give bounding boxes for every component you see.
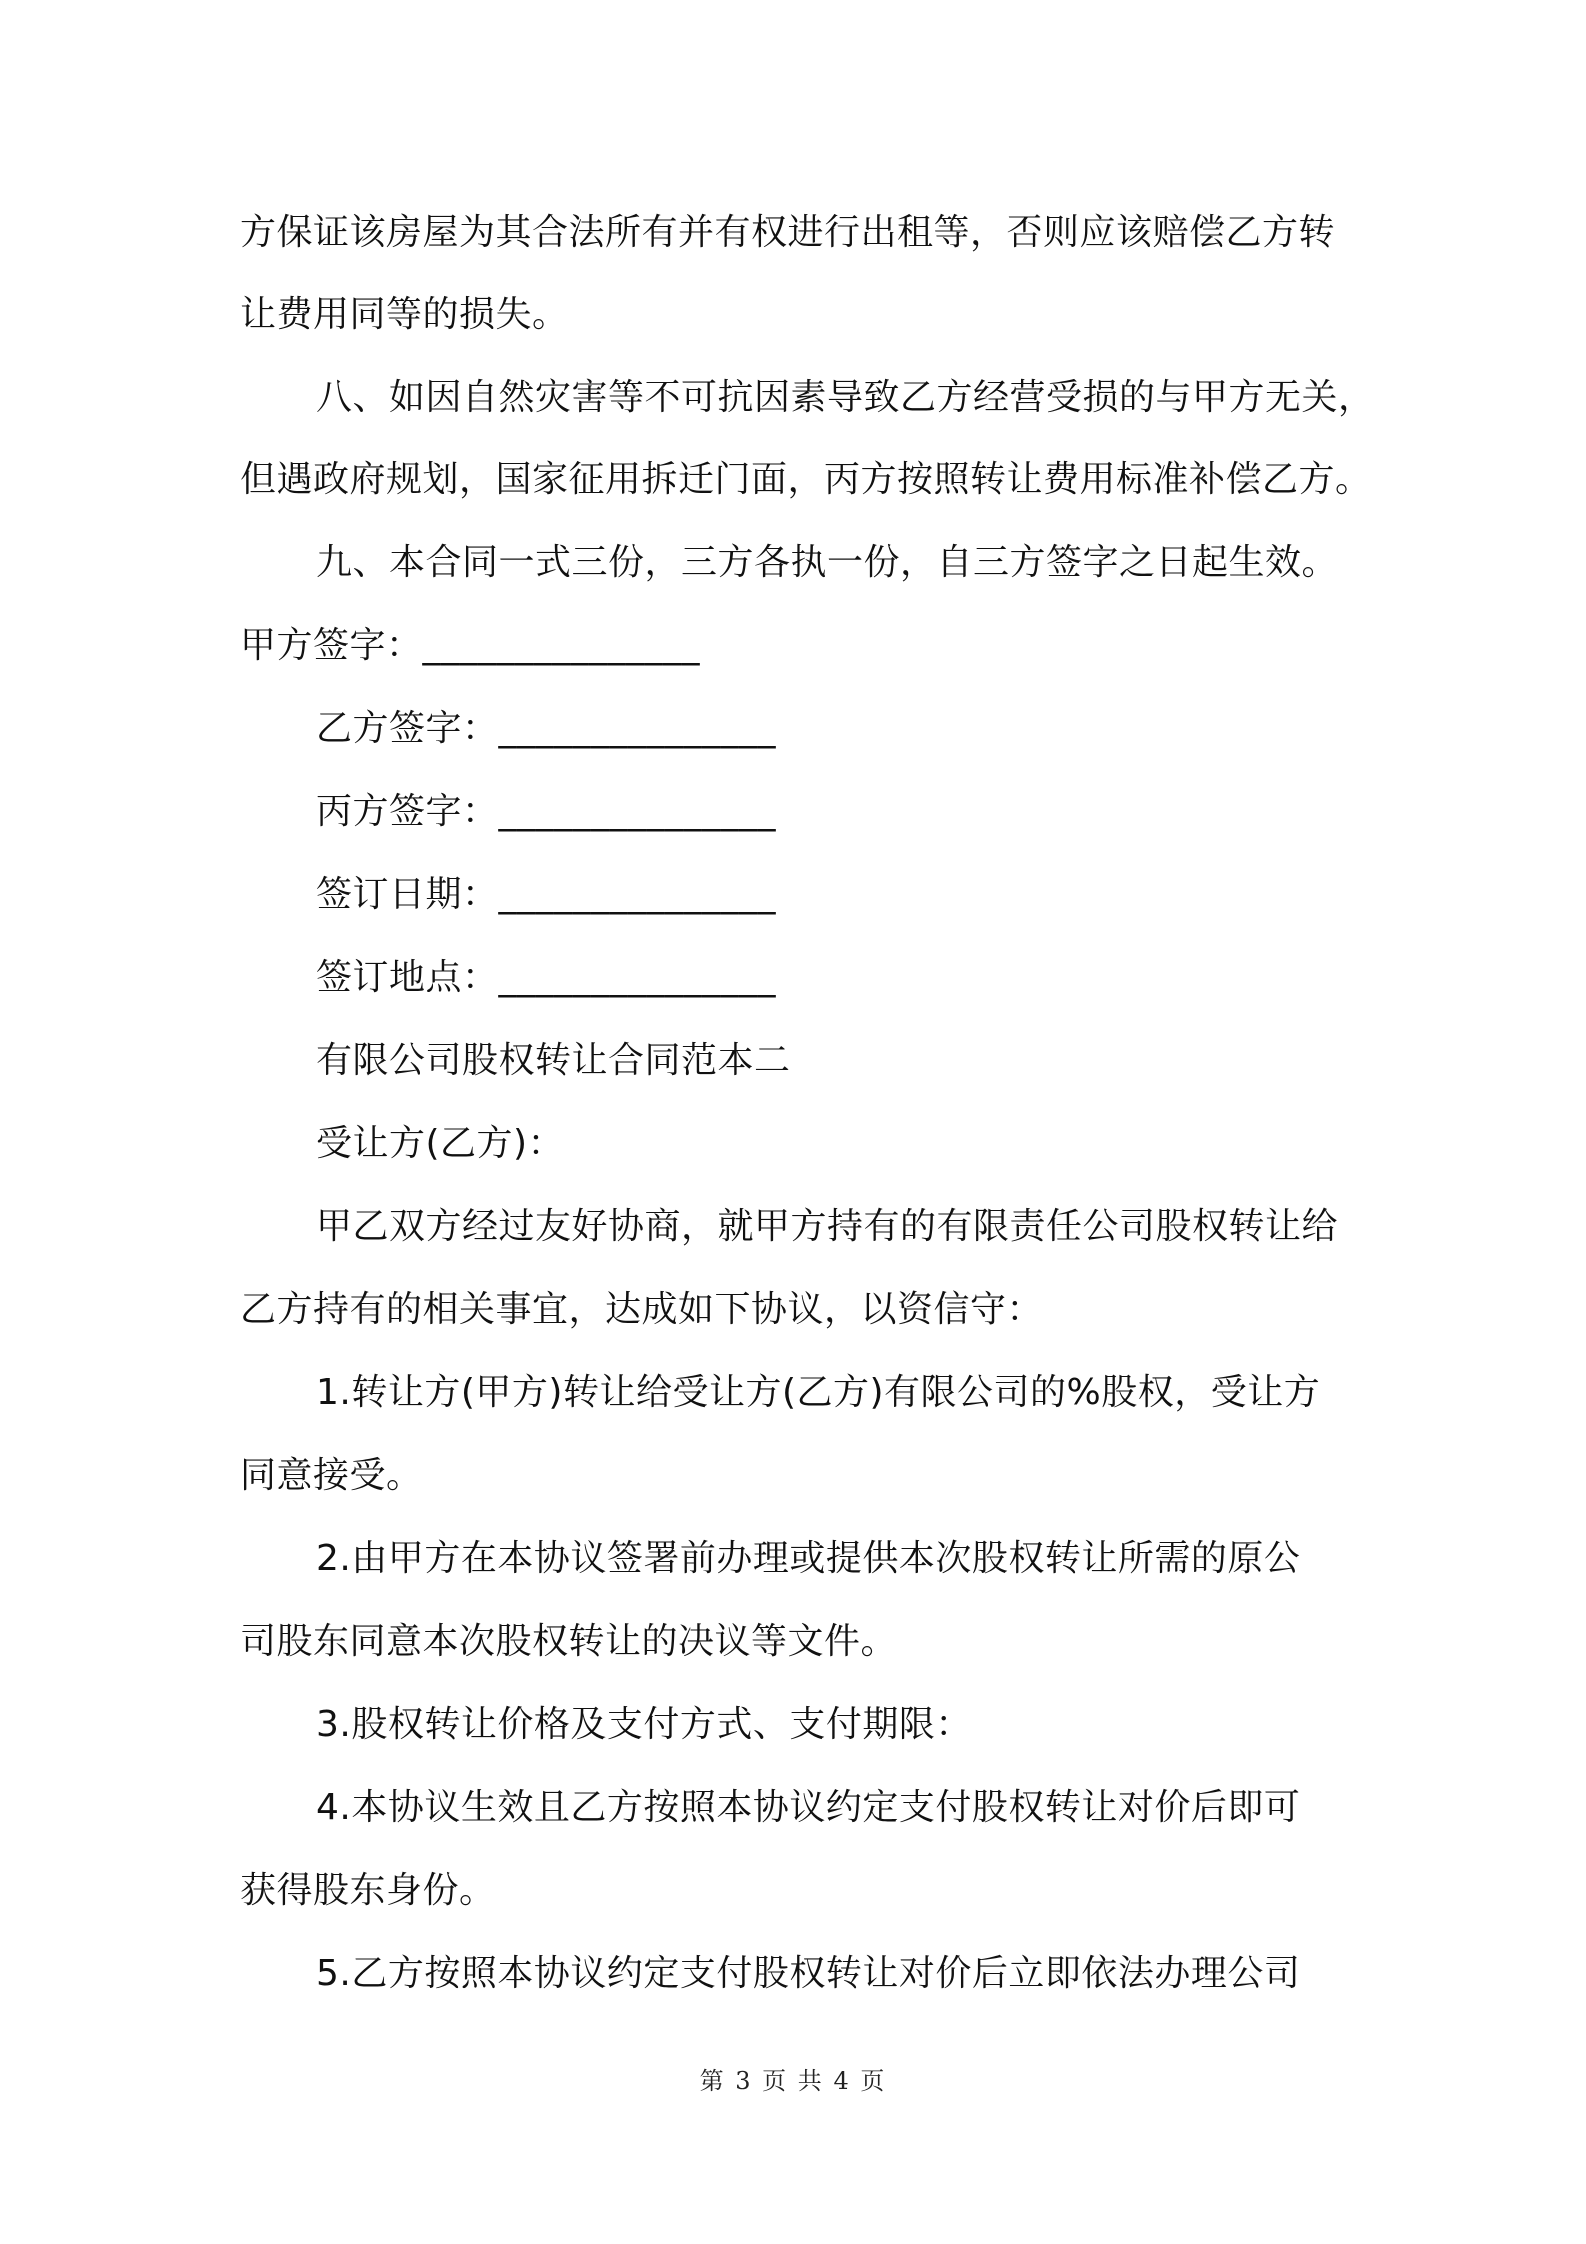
- text-line: 4.本协议生效且乙方按照本协议约定支付股权转让对价后即可: [316, 1787, 1301, 1828]
- text-line: 乙方持有的相关事宜，达成如下协议，以资信守：: [240, 1289, 1044, 1330]
- signature-line-party-a: 甲方签字：_______________: [240, 625, 701, 666]
- page-number-footer: 第 3 页 共 4 页: [699, 2067, 887, 2095]
- signature-line-party-b: 乙方签字：_______________: [316, 708, 777, 749]
- text-line: 同意接受。: [240, 1455, 423, 1496]
- text-line: 受让方(乙方)：: [316, 1123, 565, 1164]
- signing-place-line: 签订地点：_______________: [316, 957, 777, 998]
- section-title: 有限公司股权转让合同范本二: [316, 1040, 791, 1081]
- text-line: 九、本合同一式三份，三方各执一份，自三方签字之日起生效。: [316, 542, 1339, 583]
- text-line: 5.乙方按照本协议约定支付股权转让对价后立即依法办理公司: [316, 1953, 1301, 1994]
- text-line: 获得股东身份。: [240, 1870, 496, 1911]
- text-line: 司股东同意本次股权转让的决议等文件。: [240, 1621, 898, 1662]
- text-line: 方保证该房屋为其合法所有并有权进行出租等，否则应该赔偿乙方转: [240, 212, 1336, 253]
- signing-date-line: 签订日期：_______________: [316, 874, 777, 915]
- text-line: 让费用同等的损失。: [240, 294, 569, 335]
- text-line: 1.转让方(甲方)转让给受让方(乙方)有限公司的%股权，受让方: [316, 1372, 1321, 1413]
- text-line: 3.股权转让价格及支付方式、支付期限：: [316, 1704, 972, 1745]
- signature-line-party-c: 丙方签字：_______________: [316, 791, 777, 832]
- text-line: 八、如因自然灾害等不可抗因素导致乙方经营受损的与甲方无关，: [316, 377, 1375, 418]
- text-line: 甲乙双方经过友好协商，就甲方持有的有限责任公司股权转让给: [316, 1206, 1339, 1247]
- text-line: 但遇政府规划，国家征用拆迁门面，丙方按照转让费用标准补偿乙方。: [240, 459, 1372, 500]
- text-line: 2.由甲方在本协议签署前办理或提供本次股权转让所需的原公: [316, 1538, 1301, 1579]
